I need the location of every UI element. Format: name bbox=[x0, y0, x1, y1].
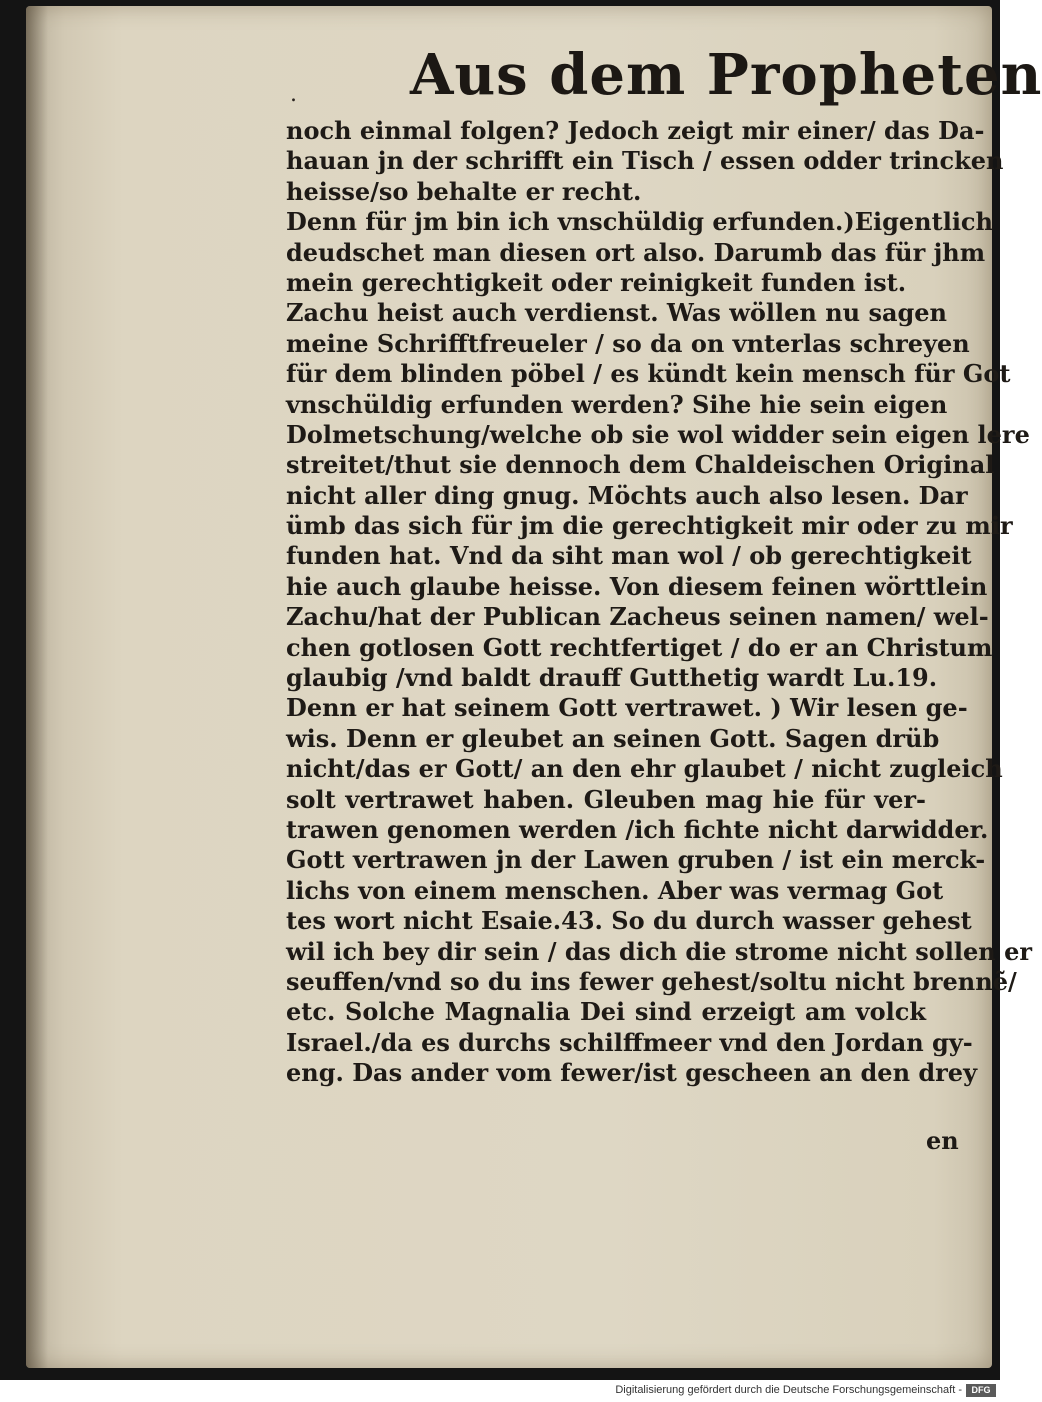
text-line: chen gotlosen Gott rechtfertiget / do er an Christum bbox=[286, 632, 993, 662]
text-line: Zachu/hat der Publican Zacheus seinen namen/ wel- bbox=[286, 602, 989, 632]
text-line: Israel./da es durchs schilffmeer vnd den Jordan gy- bbox=[286, 1027, 973, 1057]
dfg-logo: DFG bbox=[966, 1384, 996, 1397]
text-line: nicht aller ding gnug. Möchts auch also lesen. Dar bbox=[286, 480, 968, 510]
text-line: für dem blinden pöbel / es kündt kein mensch für Got bbox=[286, 359, 1011, 389]
text-line: glaubig /vnd baldt drauff Gutthetig wardt Lu.19. bbox=[286, 663, 938, 693]
catchword: en bbox=[926, 1126, 959, 1155]
running-head: Aus dem Propheten bbox=[410, 42, 1042, 108]
text-line: Denn für jm bin ich vnschüldig erfunden.)Eigentlich bbox=[286, 207, 993, 237]
text-line: Zachu heist auch verdienst. Was wöllen nu sagen bbox=[286, 298, 948, 328]
text-line: deudschet man diesen ort also. Darumb das für jhm bbox=[286, 237, 986, 267]
text-line: hauan jn der schrifft ein Tisch / essen odder trincken bbox=[286, 146, 1004, 176]
text-line: ümb das sich für jm die gerechtigkeit mir oder zu mir bbox=[286, 511, 1013, 541]
text-line: vnschüldig erfunden werden? Sihe hie sein eigen bbox=[286, 389, 948, 419]
text-line: etc. Solche Magnalia Dei sind erzeigt am volck bbox=[286, 997, 926, 1027]
text-line: seuffen/vnd so du ins fewer gehest/soltu nicht brennẽ/ bbox=[286, 966, 1017, 996]
text-line: solt vertrawet haben. Gleuben mag hie für ver- bbox=[286, 784, 926, 814]
header-mark: . bbox=[290, 82, 297, 107]
body-text bbox=[286, 116, 1032, 1089]
text-line: meine Schrifftfreueler / so da on vnterlas schreyen bbox=[286, 328, 970, 358]
text-line: Denn er hat seinem Gott vertrawet. ) Wir lesen ge- bbox=[286, 693, 968, 723]
text-line: nicht/das er Gott/ an den ehr glaubet / nicht zugleich bbox=[286, 754, 1003, 784]
text-line: heisse/so behalte er recht. bbox=[286, 176, 642, 206]
text-line: trawen genomen werden /ich fichte nicht darwidder. bbox=[286, 814, 989, 844]
text-line: noch einmal folgen? Jedoch zeigt mir einer/ das Da- bbox=[286, 116, 985, 145]
page-gutter-shadow bbox=[26, 6, 48, 1368]
footer-bar bbox=[0, 1380, 1000, 1402]
text-line: Gott vertrawen jn der Lawen gruben / ist ein merck- bbox=[286, 845, 986, 875]
text-line: eng. Das ander vom fewer/ist gescheen an den drey bbox=[286, 1058, 978, 1088]
text-line: Dolmetschung/welche ob sie wol widder sein eigen lere bbox=[286, 419, 1030, 449]
text-line: hie auch glaube heisse. Von diesem feinen wörttlein bbox=[286, 571, 988, 601]
text-line: lichs von einem menschen. Aber was vermag Got bbox=[286, 875, 944, 905]
text-line: streitet/thut sie dennoch dem Chaldeischen Original bbox=[286, 450, 995, 480]
text-line: wis. Denn er gleubet an seinen Gott. Sagen drüb bbox=[286, 723, 940, 753]
text-line: funden hat. Vnd da siht man wol / ob gerechtigkeit bbox=[286, 541, 972, 571]
text-line: wil ich bey dir sein / das dich die strome nicht sollen er bbox=[286, 936, 1032, 966]
text-line: tes wort nicht Esaie.43. So du durch wasser gehest bbox=[286, 906, 972, 936]
text-line: mein gerechtigkeit oder reinigkeit funden ist. bbox=[286, 267, 907, 297]
funding-credit: Digitalisierung gefördert durch die Deutsche Forschungsgemeinschaft - bbox=[615, 1384, 962, 1396]
